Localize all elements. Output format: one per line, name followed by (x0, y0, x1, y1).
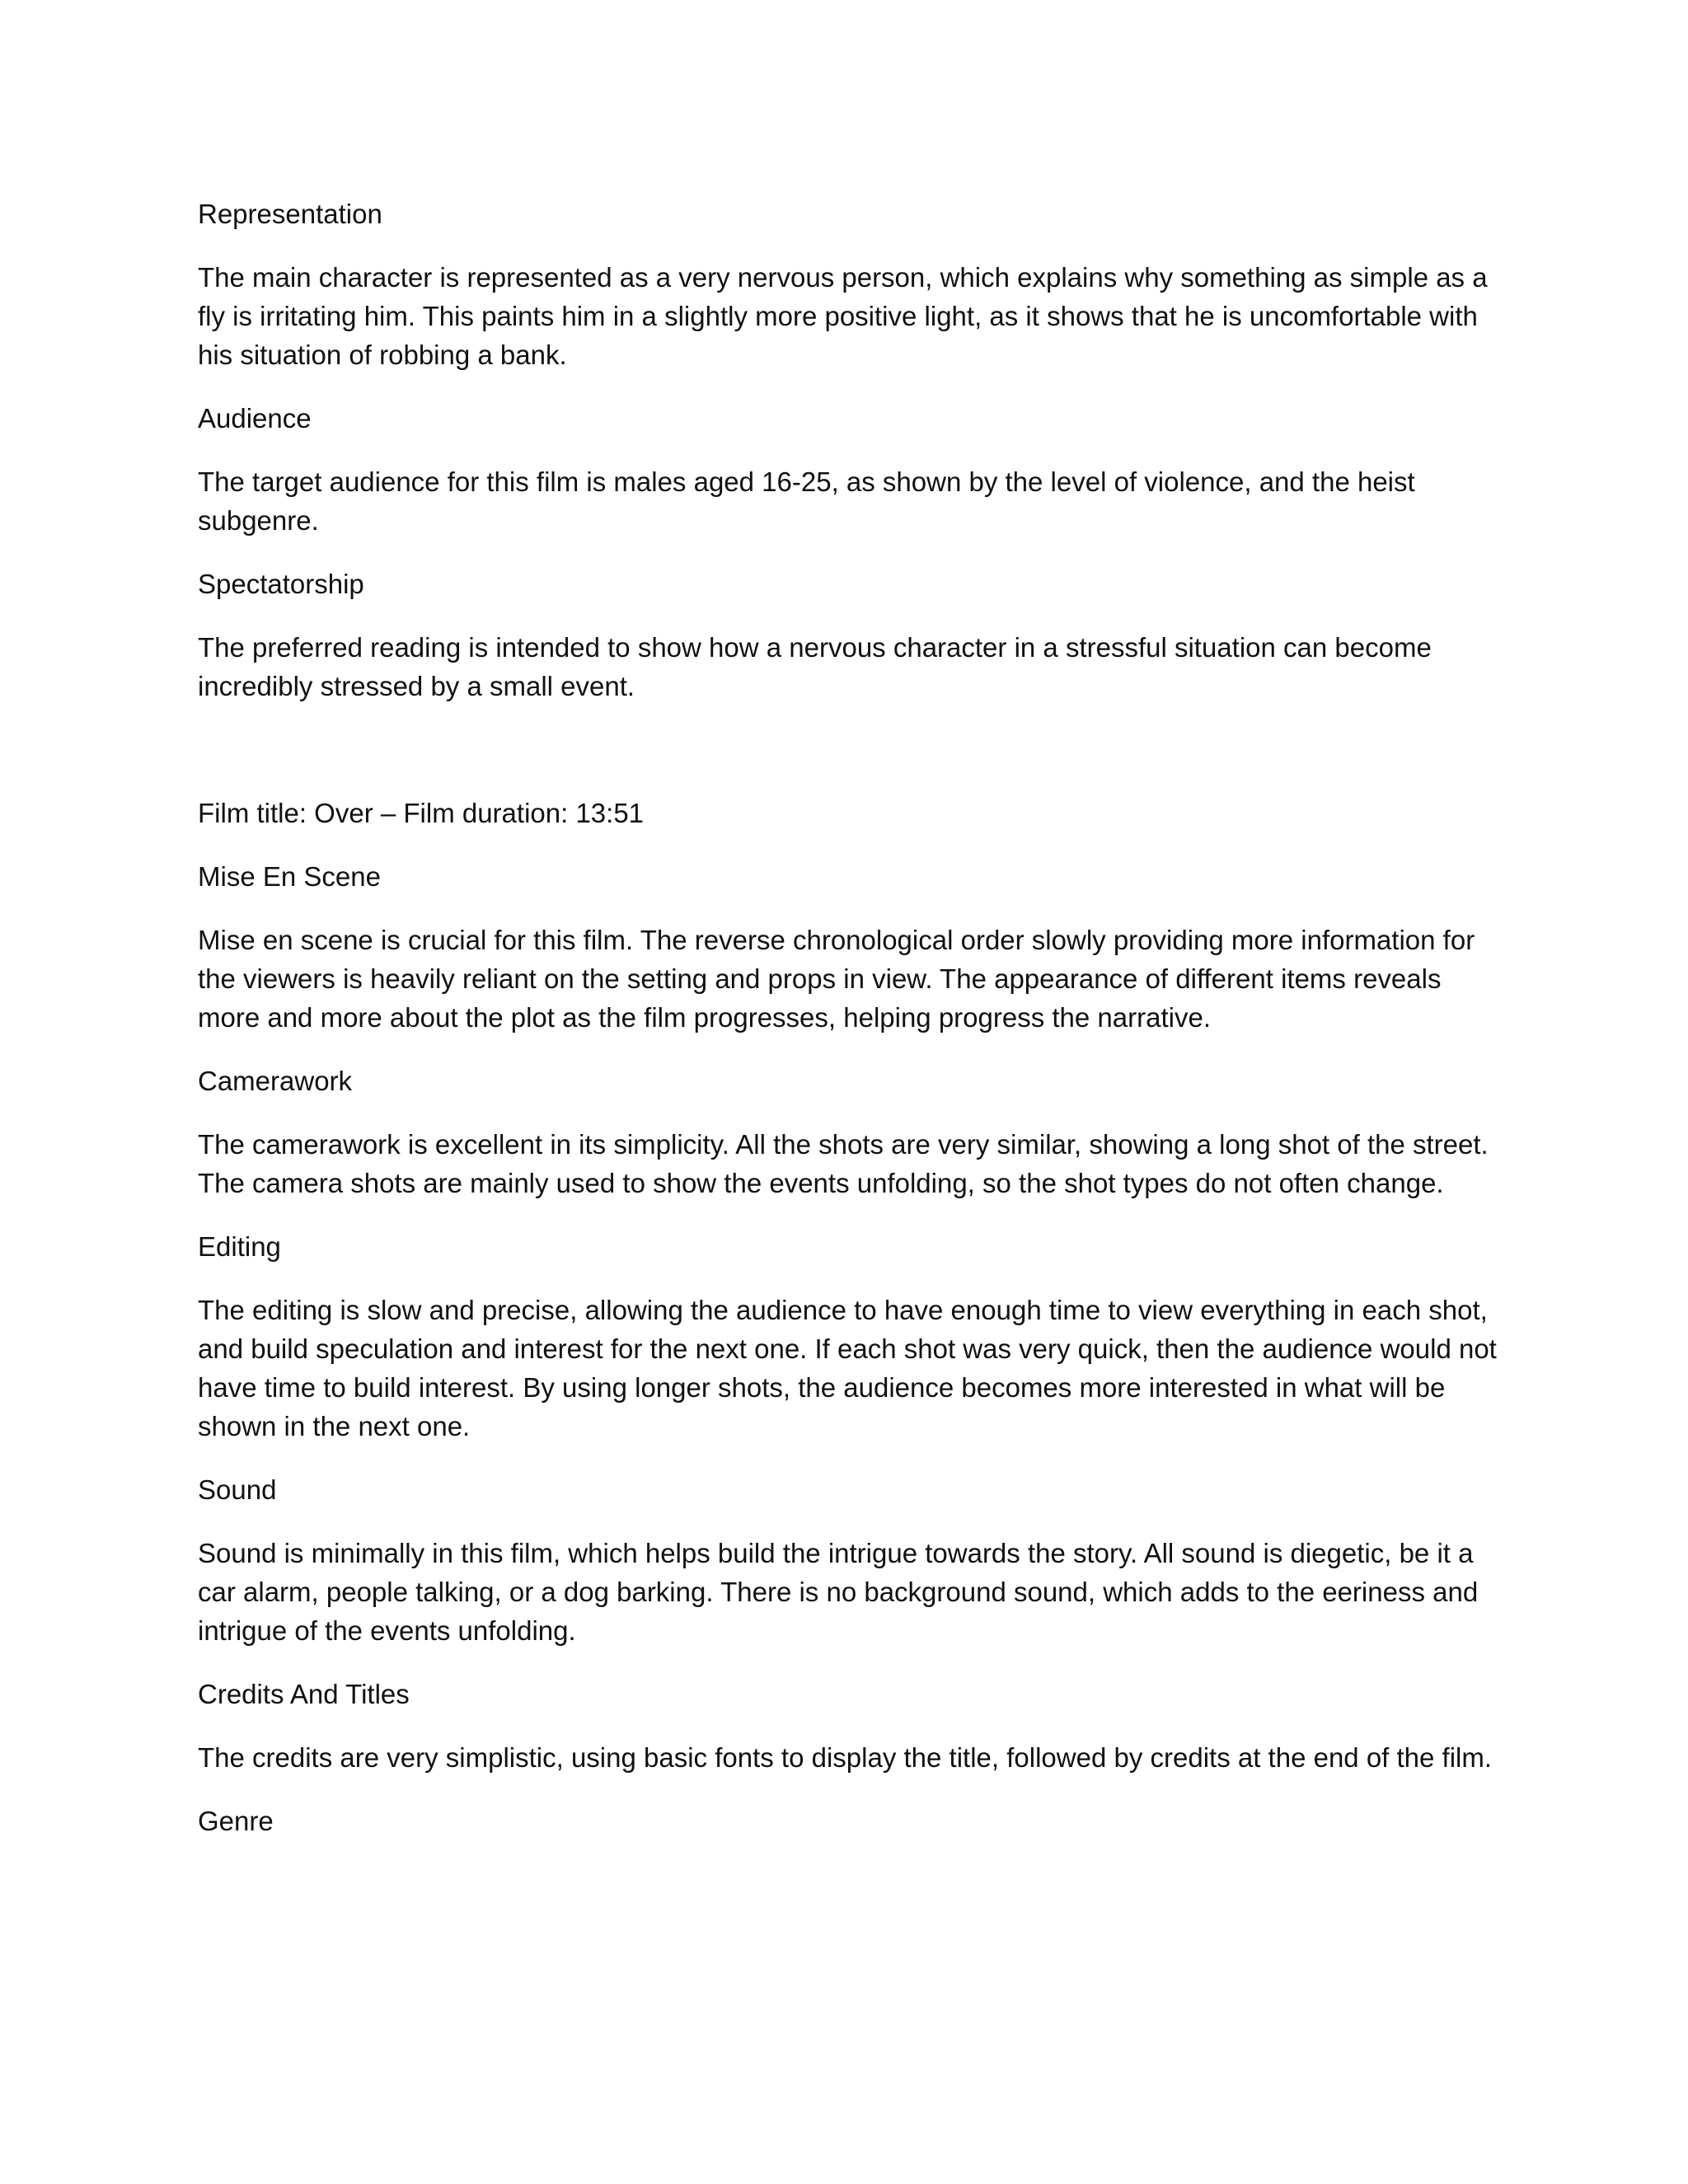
document-body (198, 194, 1500, 1865)
film-title-line: Film title: Over – Film duration: 13:51 (198, 798, 645, 828)
heading-representation: Representation (198, 199, 382, 229)
section-gap (198, 730, 1500, 794)
paragraph-spectatorship: The preferred reading is intended to show how a nervous character in a stressful situation can become incredibly stressed by a small event. (198, 632, 1432, 701)
paragraph-audience: The target audience for this film is males aged 16-25, as shown by the level of violence, and the heist subgenre. (198, 466, 1415, 536)
paragraph-editing: The editing is slow and precise, allowing the audience to have enough time to view everything in each shot, and build speculation and interest for the next one. If each shot was very quick, then the audience would not have time to build interest. By using longer shots, the audience becomes more interested in what will be shown in the next one. (198, 1295, 1497, 1441)
heading-camerawork: Camerawork (198, 1066, 353, 1096)
heading-spectatorship: Spectatorship (198, 569, 364, 599)
paragraph-mise-en-scene: Mise en scene is crucial for this film. The reverse chronological order slowly providing more information for the viewers is heavily reliant on the setting and props in view. The appearance of different items reveals more and more about the plot as the film progresses, helping progress the narrative. (198, 925, 1475, 1033)
paragraph-sound: Sound is minimally in this film, which helps build the intrigue towards the story. All sound is diegetic, be it a car alarm, people talking, or a dog barking. There is no background sound, which adds to the eeriness and intrigue of the events unfolding. (198, 1538, 1479, 1646)
heading-sound: Sound (198, 1474, 277, 1505)
heading-mise-en-scene: Mise En Scene (198, 861, 381, 892)
heading-credits-and-titles: Credits And Titles (198, 1679, 410, 1709)
paragraph-representation: The main character is represented as a very nervous person, which explains why something as simple as a fly is irritating him. This paints him in a slightly more positive light, as it shows that he is uncomfortable with his situation of robbing a bank. (198, 262, 1488, 370)
heading-audience: Audience (198, 403, 312, 434)
heading-genre: Genre (198, 1806, 274, 1836)
heading-editing: Editing (198, 1231, 281, 1262)
paragraph-camerawork: The camerawork is excellent in its simplicity. All the shots are very similar, showing a long shot of the street. The camera shots are mainly used to show the events unfolding, so the shot types do not often change. (198, 1129, 1489, 1198)
paragraph-credits-and-titles: The credits are very simplistic, using basic fonts to display the title, followed by credits at the end of the film. (198, 1742, 1493, 1773)
